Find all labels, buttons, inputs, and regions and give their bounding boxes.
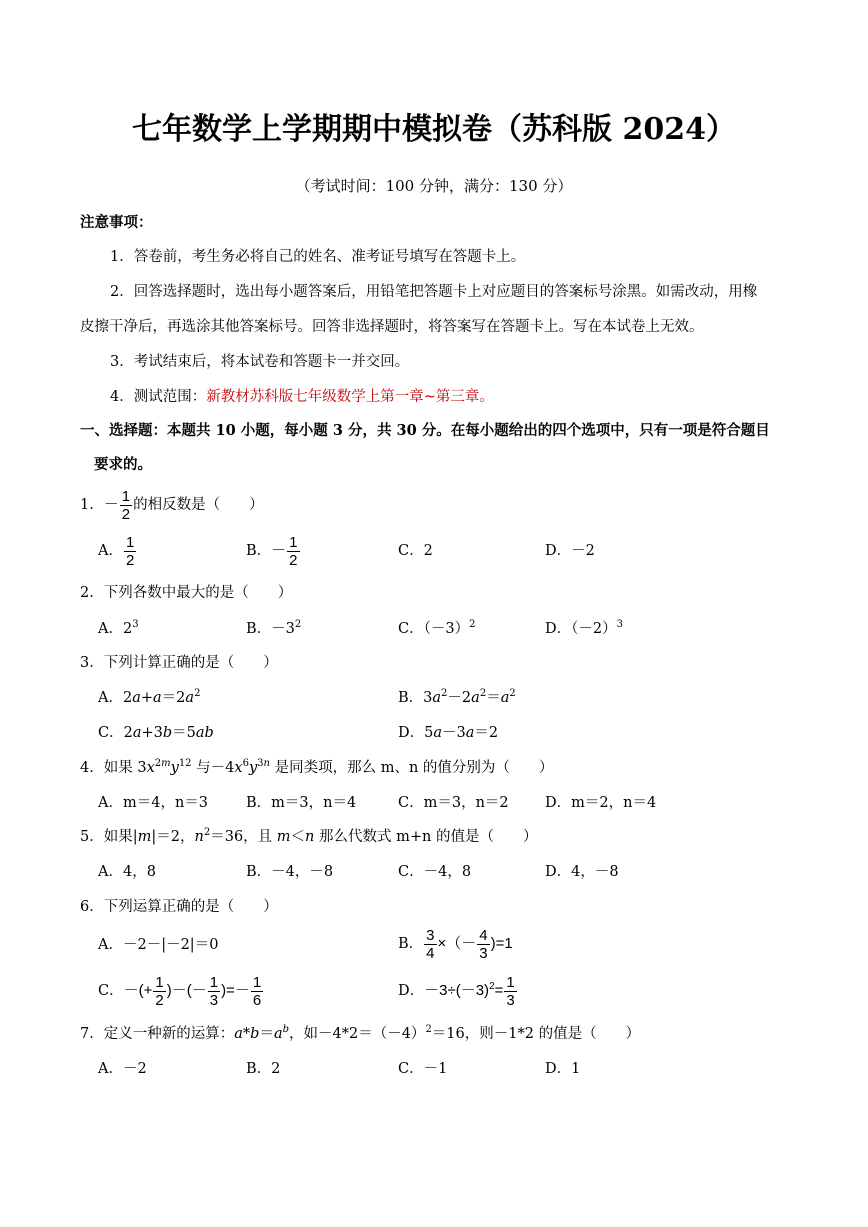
fraction: $\frac{1}{2}$ bbox=[121, 487, 131, 523]
question-2-option-b: B．$-3^2$ bbox=[246, 619, 302, 637]
page-subtitle: （考试时间：100 分钟，满分：130 分） bbox=[295, 177, 573, 195]
question-2-option-a: A．$2^3$ bbox=[98, 619, 139, 637]
question-7-option-a: A．－2 bbox=[98, 1061, 147, 1077]
notice-item-3: 3．考试结束后，将本试卷和答题卡一并交回。 bbox=[110, 354, 410, 370]
question-4-option-b: B．m＝3，n＝4 bbox=[246, 795, 357, 811]
notice-item-2-line1: 2．回答选择题时，选出每小题答案后，用铅笔把答题卡上对应题目的答案标号涂黑。如需改动，用橡 bbox=[110, 284, 758, 300]
question-7-option-b: B．2 bbox=[246, 1061, 281, 1077]
question-2-option-c: C．$(-3)^2$ bbox=[398, 619, 476, 637]
question-6-stem: 6．下列运算正确的是（ ） bbox=[80, 899, 278, 915]
question-4-stem: 4．如果 $3x^{2m}y^{12}$ 与$-4x^6y^{3n}$ 是同类项，那么 m、n 的值分别为（ ） bbox=[80, 758, 554, 776]
question-1-stem: 1．－ $\frac{1}{2}$ 的相反数是（ ） bbox=[80, 487, 264, 523]
question-5-option-d: D．4，－8 bbox=[545, 864, 619, 880]
question-6-option-a: A．－2－|－2|＝0 bbox=[98, 937, 219, 953]
notice-item-4-prefix: 4．测试范围： bbox=[110, 389, 207, 405]
question-3-option-b: B．$3a^2-2a^2=a^2$ bbox=[398, 688, 516, 706]
question-6-option-c: C．－(+ $\frac{1}{2}$ )－(－ $\frac{1}{3}$ )=－ $\frac{1}{6}$ bbox=[98, 973, 262, 1009]
question-5-option-a: A．4，8 bbox=[98, 864, 156, 880]
notice-item-4 bbox=[110, 387, 494, 407]
notice-item-2-line2: 皮擦干净后，再选涂其他答案标号。回答非选择题时，将答案写在答题卡上。写在本试卷上无效。 bbox=[80, 319, 704, 335]
section-1-heading-line2: 要求的。 bbox=[94, 456, 152, 473]
question-7-stem: 7．定义一种新的运算：$a*b=a^b$，如$-4*2=(-4)^2=16$，则－1*2 的值是（ ） bbox=[80, 1024, 641, 1042]
question-6-option-d: D．$-3\div(-3)^2=$ $\frac{1}{3}$ bbox=[398, 973, 515, 1009]
question-7-option-d: D．1 bbox=[545, 1061, 581, 1077]
section-1-heading-line1: 一、选择题：本题共 10 小题，每小题 3 分，共 30 分。在每小题给出的四个选项中，只有一项是符合题目 bbox=[80, 422, 770, 439]
question-6-option-b: B． $\frac{3}{4}$ ×（－ $\frac{4}{3}$ )=1 bbox=[398, 926, 513, 962]
question-5-option-c: C．－4，8 bbox=[398, 864, 472, 880]
question-3-option-d: D．5a－3a＝2 bbox=[398, 725, 499, 741]
question-4-option-a: A．m＝4，n＝3 bbox=[98, 795, 209, 811]
notice-item-4-range: 新教材苏科版七年级数学上第一章~第三章。 bbox=[206, 389, 494, 405]
question-7-option-c: C．－1 bbox=[398, 1061, 448, 1077]
question-5-option-b: B．－4，－8 bbox=[246, 864, 334, 880]
question-2-option-d: D．$(-2)^3$ bbox=[545, 619, 623, 637]
notice-item-1: 1．答卷前，考生务必将自己的姓名、准考证号填写在答题卡上。 bbox=[110, 249, 526, 265]
question-2-stem: 2．下列各数中最大的是（ ） bbox=[80, 585, 293, 601]
question-3-stem: 3．下列计算正确的是（ ） bbox=[80, 655, 278, 671]
notice-heading: 注意事项： bbox=[80, 214, 153, 231]
question-1-option-a: A． $\frac{1}{2}$ bbox=[98, 533, 135, 569]
question-1-option-b: B．－ $\frac{1}{2}$ bbox=[246, 533, 298, 569]
page-title: 七年数学上学期期中模拟卷（苏科版 2024） bbox=[132, 112, 736, 147]
question-3-option-c: C．2a+3b＝5ab bbox=[98, 725, 214, 741]
question-3-option-a: A．$2a+a=2a^2$ bbox=[98, 688, 201, 706]
question-4-option-d: D．m＝2，n＝4 bbox=[545, 795, 657, 811]
question-1-option-c: C．2 bbox=[398, 543, 433, 559]
question-1-option-d: D．－2 bbox=[545, 543, 595, 559]
question-5-stem: 5．如果|m|＝2，$n^2=36$，且 m＜n 那么代数式 m+n 的值是（ ） bbox=[80, 827, 538, 845]
question-4-option-c: C．m＝3，n＝2 bbox=[398, 795, 509, 811]
